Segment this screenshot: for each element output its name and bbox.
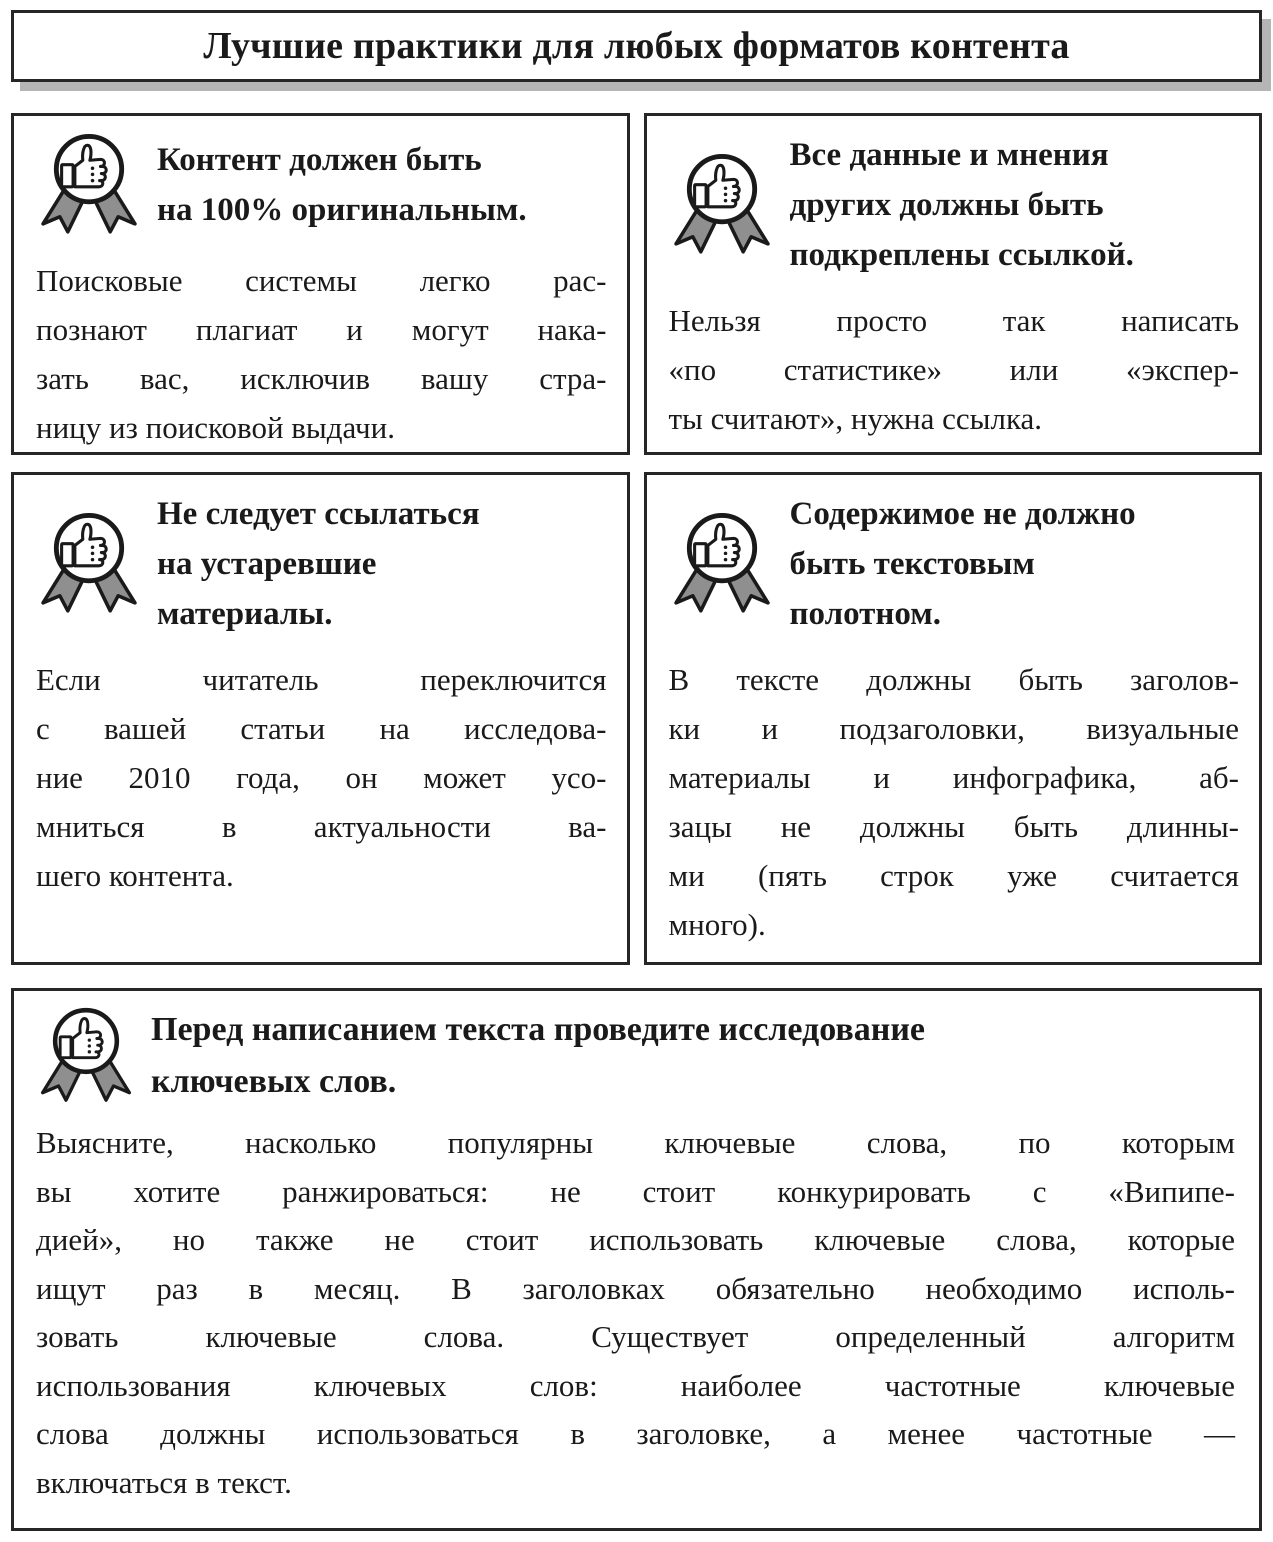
text-line: Если читатель переключится: [36, 662, 607, 697]
text-line: с вашей статьи на исследова-: [36, 711, 607, 746]
award-thumbs-up-icon: [36, 130, 142, 240]
text-line: Выясните, насколько популярны ключевые слова, по которым: [36, 1125, 1235, 1160]
text-line: на 100% оригинальным.: [157, 192, 527, 228]
text-line: В тексте должны быть заголов-: [668, 662, 1239, 697]
text-line: быть текстовым: [789, 546, 1035, 582]
card-header: [36, 1004, 1235, 1108]
card-header: [36, 489, 607, 639]
text-line: зать вас, исключив вашу стра-: [36, 361, 607, 396]
text-line: Содержимое не должно: [789, 496, 1136, 532]
text-line: ки и подзаголовки, визуальные: [668, 711, 1239, 746]
text-line: познают плагиат и могут нака-: [36, 312, 607, 347]
card-cite-sources: [644, 113, 1263, 455]
text-line: вы хотите ранжироваться: не стоит конкурировать с «Випипе-: [36, 1173, 1235, 1209]
text-line: много).: [668, 907, 766, 942]
card-heading: [157, 135, 527, 235]
text-line: ние 2010 года, он может усо-: [36, 760, 607, 795]
text-line: шего контента.: [36, 858, 234, 893]
text-line: Контент должен быть: [157, 142, 482, 178]
text-line: полотном.: [789, 596, 941, 632]
text-line: Нельзя просто так написать: [668, 303, 1239, 338]
text-line: ты считают», нужна ссылка.: [668, 401, 1043, 436]
title-banner: [11, 10, 1262, 82]
card-keyword-research: [11, 988, 1262, 1531]
card-heading: [157, 489, 480, 639]
card-body: [36, 1119, 1235, 1507]
text-line: мниться в актуальности ва-: [36, 809, 607, 844]
award-thumbs-up-icon: [669, 509, 775, 619]
text-line: Все данные и мнения: [789, 137, 1109, 173]
card-header: [669, 489, 1240, 639]
card-header: [669, 130, 1240, 280]
text-line: зацы не должны быть длинны-: [668, 809, 1239, 844]
text-line: зовать ключевые слова. Существует определенный алгоритм: [36, 1319, 1235, 1354]
text-line: Поисковые системы легко рас-: [36, 263, 607, 298]
award-thumbs-up-icon: [36, 1004, 136, 1108]
text-line: включаться в текст.: [36, 1464, 292, 1500]
text-line: материалы и инфографика, аб-: [668, 760, 1239, 795]
card-original-content: [11, 113, 630, 455]
text-line: Не следует ссылаться: [157, 496, 480, 532]
award-thumbs-up-icon: [669, 150, 775, 260]
card-no-wall-of-text: [644, 472, 1263, 965]
cards-grid: [11, 113, 1262, 965]
text-line: подкреплены ссылкой.: [789, 237, 1134, 273]
text-line: других должны быть: [789, 187, 1104, 223]
card-body: [669, 655, 1240, 949]
text-line: на устаревшие: [157, 546, 377, 582]
text-line: ищут раз в месяц. В заголовках обязательно необходимо исполь-: [36, 1270, 1235, 1306]
text-line: дией», но также не стоит использовать ключевые слова, которые: [36, 1222, 1235, 1257]
card-heading: [790, 130, 1134, 280]
text-line: материалы.: [157, 596, 333, 632]
text-line: использования ключевых слов: наиболее частотные ключевые: [36, 1367, 1235, 1403]
card-no-outdated-links: [11, 472, 630, 965]
text-line: ми (пять строк уже считается: [668, 858, 1239, 893]
card-heading: [151, 1004, 925, 1108]
card-body: [36, 256, 607, 452]
card-heading: [790, 489, 1136, 639]
text-line: ключевых слов.: [151, 1063, 397, 1100]
card-body: [36, 655, 607, 900]
award-thumbs-up-icon: [36, 509, 142, 619]
text-line: Перед написанием текста проведите исследование: [151, 1011, 925, 1048]
card-body: [669, 296, 1240, 443]
card-header: [36, 130, 607, 240]
text-line: слова должны использоваться в заголовке, а менее частотные —: [36, 1416, 1235, 1451]
page-title: Лучшие практики для любых форматов контента: [203, 25, 1070, 67]
text-line: ницу из поисковой выдачи.: [36, 410, 395, 445]
text-line: «по статистике» или «экспер-: [668, 352, 1239, 387]
